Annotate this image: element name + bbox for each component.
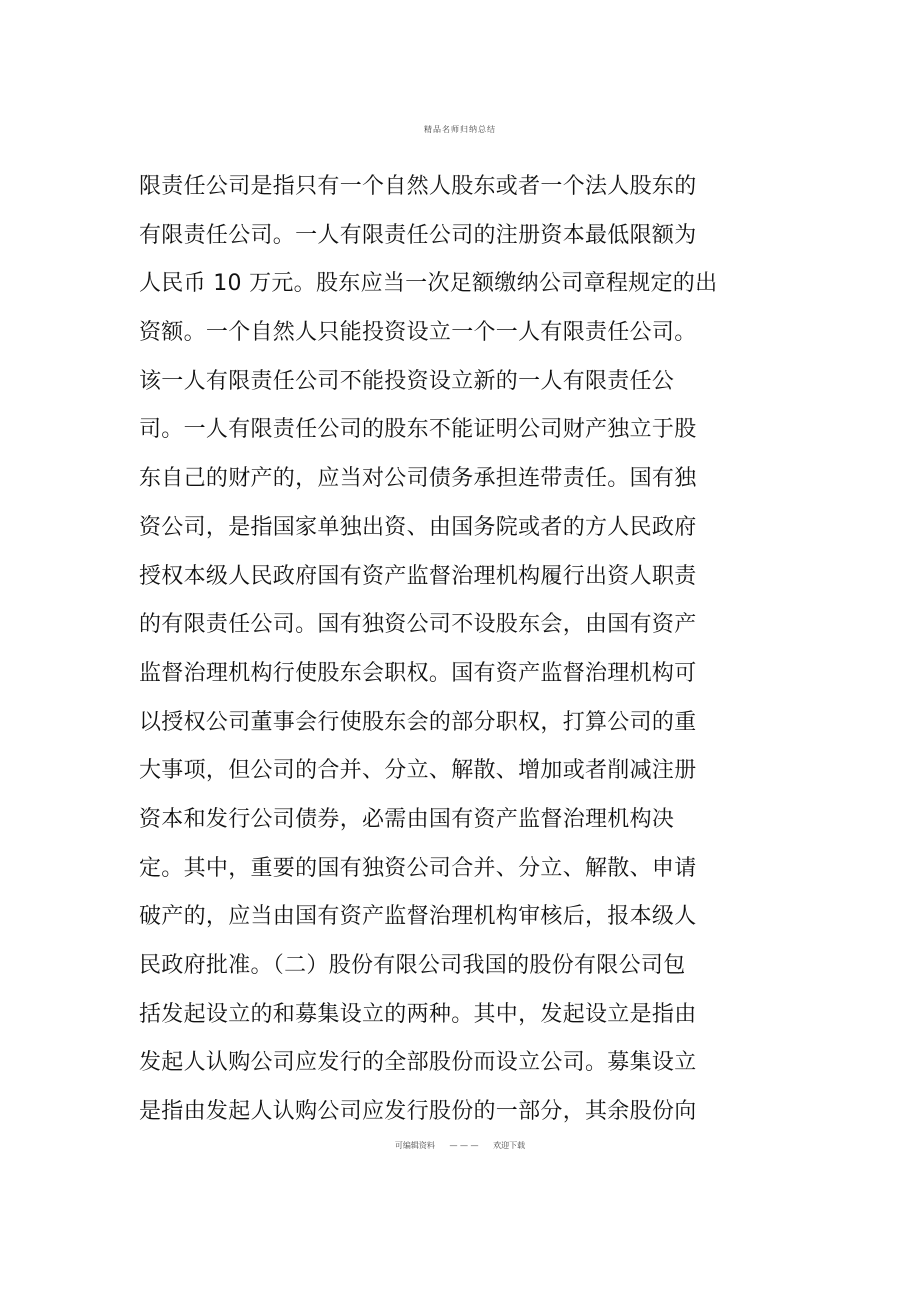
text-line: 括发起设立的和募集设立的两种。其中，发起设立是指由 [139, 1001, 697, 1027]
page-footer [0, 1140, 920, 1151]
text-line: 发起人认购公司应发行的全部股份而设立公司。募集设立 [139, 1050, 697, 1076]
page-header: 精品名师归纳总结 [424, 125, 496, 134]
text-line: 资额。一个自然人只能投资设立一个一人有限责任公司。 [139, 320, 697, 346]
footer-dashes: — — — [449, 1141, 479, 1150]
footer-right-text: 欢迎下载 [493, 1141, 526, 1150]
text-line: 的有限责任公司。国有独资公司不设股东会，由国有资产 [139, 612, 697, 638]
text-line: 监督治理机构行使股东会职权。国有资产监督治理机构可 [139, 660, 697, 686]
text-line: 定。其中，重要的国有独资公司合并、分立、解散、申请 [139, 855, 697, 881]
text-line: 限责任公司是指只有一个自然人股东或者一个法人股东的 [139, 174, 697, 199]
text-line: 资公司，是指国家单独出资、由国务院或者的方人民政府 [139, 514, 697, 540]
text-line: 资本和发行公司债券，必需由国有资产监督治理机构决 [139, 806, 675, 832]
text-line: 破产的，应当由国有资产监督治理机构审核后，报本级人 [139, 904, 697, 930]
text-line: 司。一人有限责任公司的股东不能证明公司财产独立于股 [139, 417, 697, 443]
text-line: 民政府批准。（二）股份有限公司我国的股份有限公司包 [139, 953, 686, 978]
body-text [139, 166, 779, 1140]
text-line: 授权本级人民政府国有资产监督治理机构履行出资人职责 [139, 563, 697, 589]
text-line: 东自己的财产的，应当对公司债务承担连带责任。国有独 [139, 466, 697, 492]
text-line: 大事项，但公司的合并、分立、解散、增加或者削减注册 [139, 758, 697, 784]
footer-left-text: 可编辑资料 [394, 1141, 435, 1150]
text-line: 该一人有限责任公司不能投资设立新的一人有限责任公 [139, 368, 675, 394]
text-line: 有限责任公司。一人有限责任公司的注册资本最低限额为 [139, 222, 697, 248]
text-line: 人民币 10 万元。股东应当一次足额缴纳公司章程规定的出 [139, 271, 718, 297]
text-line: 以授权公司董事会行使股东会的部分职权，打算公司的重 [139, 709, 697, 735]
text-line: 是指由发起人认购公司应发行股份的一部分，其余股份向 [139, 1099, 697, 1125]
